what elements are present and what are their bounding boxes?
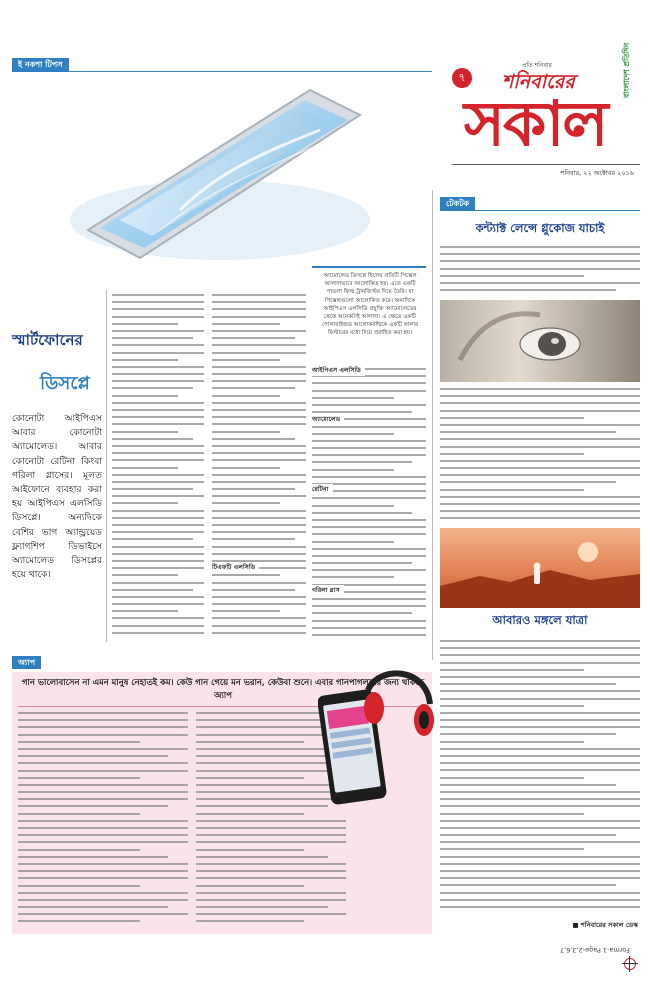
subhead-ips: আইপিএস এলসিডি (312, 365, 365, 376)
phone-image (60, 80, 370, 270)
mars-illustration (440, 528, 640, 608)
feature1-body-col1 (112, 294, 204, 642)
feature1-title-box (12, 330, 98, 370)
masthead-magazine-name: শনিবারের (502, 71, 575, 93)
issue-number-badge (452, 68, 472, 88)
feature1-title-line2: ডিসপ্লে (40, 373, 90, 394)
feature1-title-box-2 (40, 372, 100, 396)
masthead-date: শনিবার, ২২ অক্টোবর ২০১৬ (560, 169, 634, 177)
feature1-body-col2 (212, 294, 306, 642)
contact-lens-image (440, 300, 640, 382)
mars-image (440, 528, 640, 608)
issue-number: ৭ (458, 71, 466, 84)
article2-title: কন্ট্যাক্ট লেন্সে গ্লুকোজ যাচাই (475, 221, 605, 235)
smartphone-illustration (60, 80, 370, 270)
tech-tag: টেকটক (440, 197, 475, 210)
subhead-retina: রেটিনা (312, 484, 333, 495)
masthead-top-line: প্রতি শনিবার (522, 62, 552, 69)
article3-title: আবারও মঙ্গলে যাত্রা (492, 613, 588, 627)
feature1-intro: কোনোটা আইপিএস আবার কোনোটা অ্যামোলেড। আবার কোনোটা রেটিনা কিংবা গরিলা গ্লাসের। মূলত আইফোনে ব্যবহার করা হয় আইপিএস এলসিডি ডিসপ্লে। অন্যদিকে বেশির ভাগ অ্যান্ড্রয়েড ফ্ল্যাগশিপ ডিভাইসে অ্যামোলেড ডিসপ্লের হয়ে থাকে। (12, 413, 102, 581)
column-divider-center (432, 190, 433, 660)
masthead-big-title: সকাল (464, 87, 607, 160)
headphones-phone-image (318, 664, 434, 814)
headphones-illustration (318, 664, 434, 814)
masthead (452, 42, 640, 180)
tech-rule (440, 210, 640, 211)
column-divider-1 (106, 290, 107, 642)
subhead-amoled: অ্যামোলেড (312, 414, 344, 425)
masthead-side-brand: বাংলাদেশ প্রতিদিন (622, 42, 631, 98)
subhead-gorilla: গরিলা গ্লাস (312, 585, 344, 596)
tips-rule (12, 71, 432, 72)
tips-tag: ই নকশা টিপস (12, 58, 69, 71)
feature1-callout (312, 266, 426, 364)
article3-signature: ■ শনিবারের সকাল ডেস্ক (572, 921, 638, 929)
article2-body-top (440, 246, 640, 298)
feature1-title-line1: স্মার্টফোনের (12, 331, 83, 349)
registration-mark-icon (624, 958, 636, 970)
article2-body-bottom (440, 388, 640, 530)
lens-illustration (440, 300, 640, 382)
subhead-tft: টিএফটি এলসিডি (212, 562, 259, 573)
app-tag: অ্যাপ (12, 656, 41, 669)
app-headline: গান ভালোবাসেন না এমন মানুষ নেহাতই কম। কেউ গান গেয়ে মন ভরান, কেউবা শুনে। এবার গানপাগলদের জন্য থাকছে অ্যাপ (21, 677, 425, 700)
article3-body (440, 640, 640, 916)
feature1-body-col3 (312, 368, 426, 642)
app-body-col1 (18, 712, 188, 928)
masthead-rule (452, 164, 640, 165)
footer-page-code: Forma-1 Page-2,3,6,7 (560, 946, 630, 954)
feature1-callout-text: অ্যামোলেড ডিসপ্লে ছিলের প্রতিটি পিক্সেল আলাদাভাবে আলোকিত হয়। এতে একটি পাতলা ফিল্ম ট্রানজিস্টর দিয়ে তৈরি। যা পিক্সেলগুলো আলোকিত করে। অন্যদিকে আইপিএস এলসিডি প্রযুক্তি অ্যামোলেডের থেকে অনেকটাই আলাদা। এ ক্ষেত্রে একটি পোলারাইজড আলোকরশ্মিকে একটি কালার ফিল্টারের মধ্যে দিয়ে প্রবাহিত করা হয়। (321, 273, 419, 337)
